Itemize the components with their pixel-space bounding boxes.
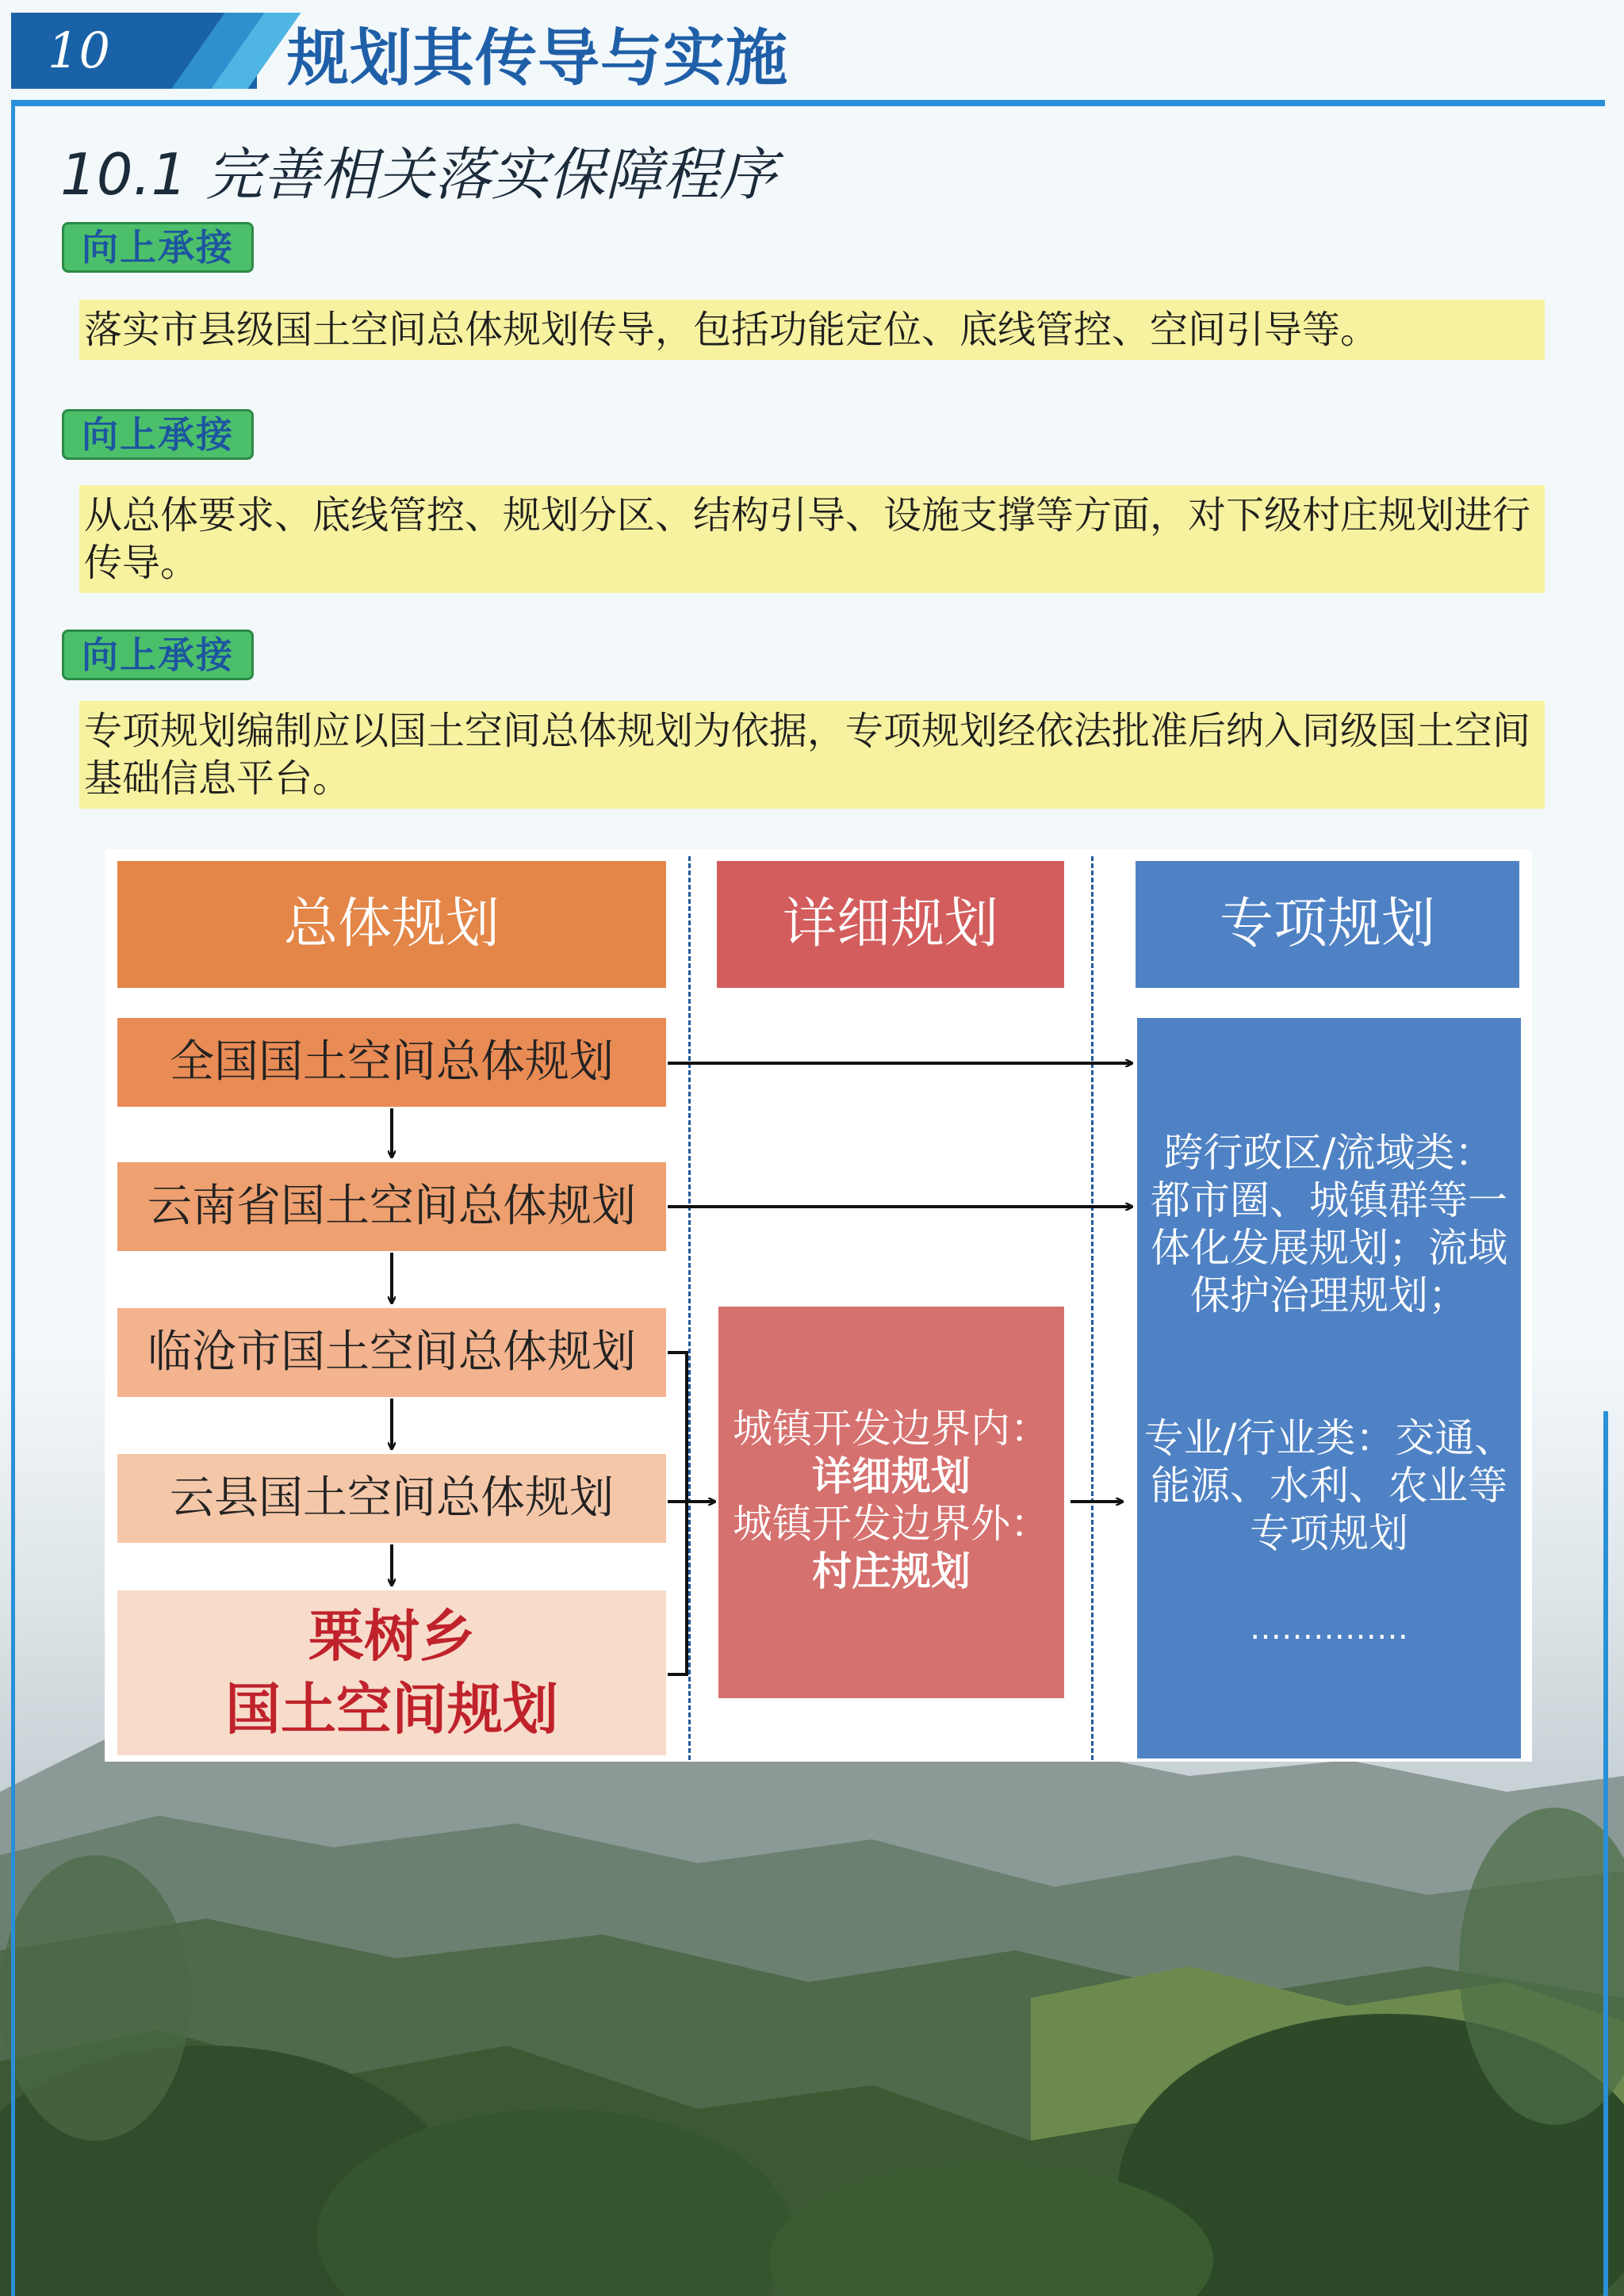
paragraph: 落实市县级国土空间总体规划传导，包括功能定位、底线管控、空间引导等。: [79, 300, 1545, 360]
header-overall-planning: 总体规划: [117, 861, 666, 988]
special-ellipsis: ……………: [1250, 1610, 1408, 1647]
tag-badge: 向上承接: [62, 409, 254, 460]
chapter-title: 规划其传导与实施: [287, 23, 789, 94]
special-industry-text: 专业/行业类：交通、 能源、水利、农业等 专项规划: [1143, 1415, 1515, 1556]
tag-badge: 向上承接: [62, 629, 254, 680]
township-plan-title: 国土空间规划: [225, 1677, 558, 1742]
detail-inner-value: 详细规划: [812, 1453, 971, 1499]
bracket-connector: [668, 1353, 687, 1674]
level-box-county: 云县国土空间总体规划: [117, 1454, 666, 1543]
level-box-national: 全国国土空间总体规划: [117, 1018, 666, 1107]
detail-outer-label: 城镇开发边界外：: [733, 1501, 1050, 1547]
tag-badge: 向上承接: [62, 222, 254, 273]
chapter-number: 10: [48, 21, 110, 79]
township-name: 栗树乡: [308, 1604, 475, 1669]
detail-outer-value: 村庄规划: [812, 1548, 971, 1594]
detail-inner-label: 城镇开发边界内：: [733, 1406, 1050, 1452]
special-cross-region-text: 跨行政区/流域类： 都市圈、城镇群等一 体化发展规划；流域 保护治理规划；: [1151, 1130, 1507, 1318]
level-box-city: 临沧市国土空间总体规划: [117, 1308, 666, 1397]
header-special-planning: 专项规划: [1136, 861, 1519, 988]
paragraph: 专项规划编制应以国土空间总体规划为依据，专项规划经依法批准后纳入同级国土空间基础信息平台。: [79, 701, 1545, 809]
level-box-province: 云南省国土空间总体规划: [117, 1162, 666, 1251]
section-title: 10.1 完善相关落实保障程序: [60, 141, 777, 208]
header-detailed-planning: 详细规划: [717, 861, 1064, 988]
paragraph: 从总体要求、底线管控、规划分区、结构引导、设施支撑等方面，对下级村庄规划进行传导。: [79, 485, 1545, 593]
